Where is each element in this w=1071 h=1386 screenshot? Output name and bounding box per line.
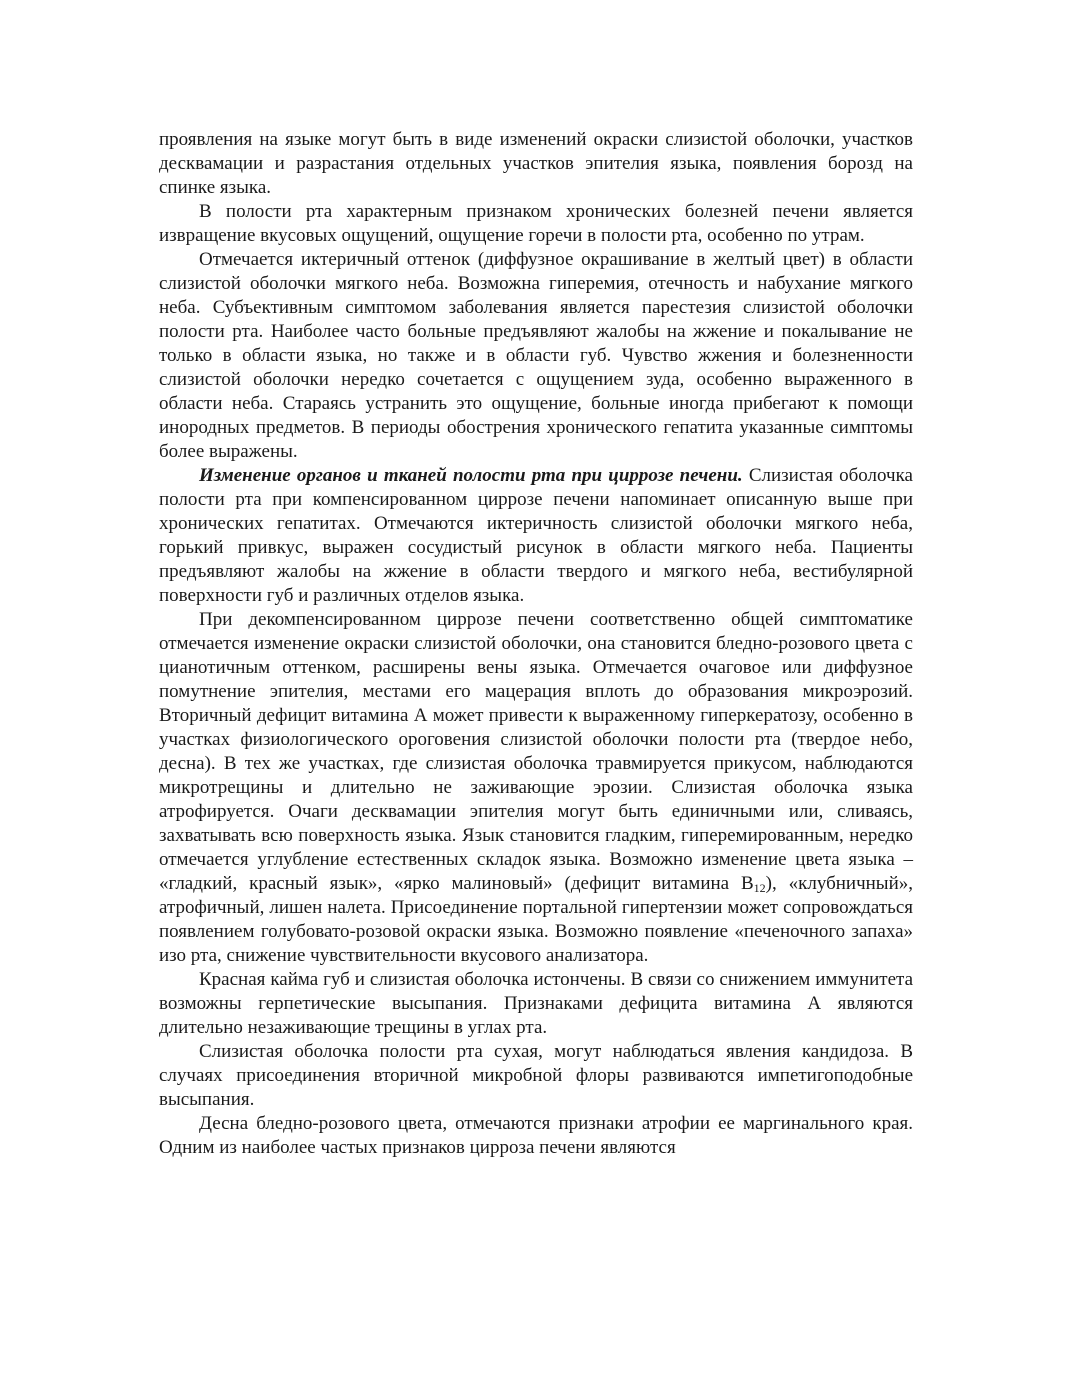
document-page	[159, 128, 913, 1160]
paragraph-5	[159, 608, 913, 968]
paragraph-8	[159, 1112, 913, 1160]
paragraph-6-text: Красная кайма губ и слизистая оболочка истончены. В связи со снижением иммунитета возможны герпетические высыпания. Признаками дефицита витамина А являются длительно незаживающие трещины в углах рта.	[159, 969, 913, 1038]
paragraph-6	[159, 968, 913, 1040]
vitamin-b12-subscript: 12	[753, 881, 766, 895]
paragraph-4	[159, 464, 913, 608]
paragraph-4-text: Слизистая оболочка полости рта при компенсированном циррозе печени напоминает описанную выше при хронических гепатитах. Отмечаются иктеричность слизистой оболочки мягкого неба, горький привкус, выражен сосудистый рисунок в области мягкого неба. Пациенты предъявляют жалобы на жжение в области твердого и мягкого неба, вестибулярной поверхности губ и различных отделов языка.	[159, 465, 913, 606]
paragraph-8-text: Десна бледно-розового цвета, отмечаются признаки атрофии ее маргинального края. Одним из наиболее частых признаков цирроза печени являются	[159, 1113, 913, 1158]
paragraph-5-text: При декомпенсированном циррозе печени соответственно общей симптоматике отмечается изменение окраски слизистой оболочки, она становится бледно-розового цвета с цианотичным оттенком, расширены вены языка. Отмечается очаговое или диффузное помутнение эпителия, местами его мацерация вплоть до образования микроэрозий. Вторичный дефицит витамина А может привести к выраженному гиперкератозу, особенно в участках физиологического ороговения слизистой оболочки полости рта (твердое небо, десна). В тех же участках, где слизистая оболочка травмируется прикусом, наблюдаются микротрещины и длительно не заживающие эрозии. Слизистая оболочка языка атрофируется. Очаги десквамации эпителия могут быть единичными или, сливаясь, захватывать всю поверхность языка. Язык становится гладким, гиперемированным, нередко отмечается углубление естественных складок языка. Возможно изменение цвета языка – «гладкий, красный язык», «ярко малиновый» (дефицит витамина В	[159, 609, 913, 894]
paragraph-2	[159, 200, 913, 248]
paragraph-5-text-after: ), «клубничный», атрофичный, лишен налета. Присоединение портальной гипертензии может сопровождаться появлением голубовато-розовой окраски языка. Возможно появление «печеночного запаха» изо рта, снижение чувствительности вкусового анализатора.	[159, 873, 913, 966]
paragraph-7-text: Слизистая оболочка полости рта сухая, могут наблюдаться явления кандидоза. В случаях присоединения вторичной микробной флоры развиваются импетигоподобные высыпания.	[159, 1041, 913, 1110]
paragraph-7	[159, 1040, 913, 1112]
paragraph-1	[159, 128, 913, 200]
paragraph-2-text: В полости рта характерным признаком хронических болезней печени является извращение вкусовых ощущений, ощущение горечи в полости рта, особенно по утрам.	[159, 201, 913, 246]
paragraph-1-text: проявления на языке могут быть в виде изменений окраски слизистой оболочки, участков десквамации и разрастания отдельных участков эпителия языка, появления борозд на спинке языка.	[159, 129, 913, 198]
paragraph-3	[159, 248, 913, 464]
section-heading-cirrhosis: Изменение органов и тканей полости рта при циррозе печени.	[199, 465, 743, 486]
paragraph-3-text: Отмечается иктеричный оттенок (диффузное окрашивание в желтый цвет) в области слизистой оболочки мягкого неба. Возможна гиперемия, отечность и набухание мягкого неба. Субъективным симптомом заболевания является парестезия слизистой оболочки полости рта. Наиболее часто больные предъявляют жалобы на жжение и покалывание не только в области языка, но также и в области губ. Чувство жжения и болезненности слизистой оболочки нередко сочетается с ощущением зуда, особенно выраженного в области неба. Стараясь устранить это ощущение, больные иногда прибегают к помощи инородных предметов. В периоды обострения хронического гепатита указанные симптомы более выражены.	[159, 249, 913, 462]
